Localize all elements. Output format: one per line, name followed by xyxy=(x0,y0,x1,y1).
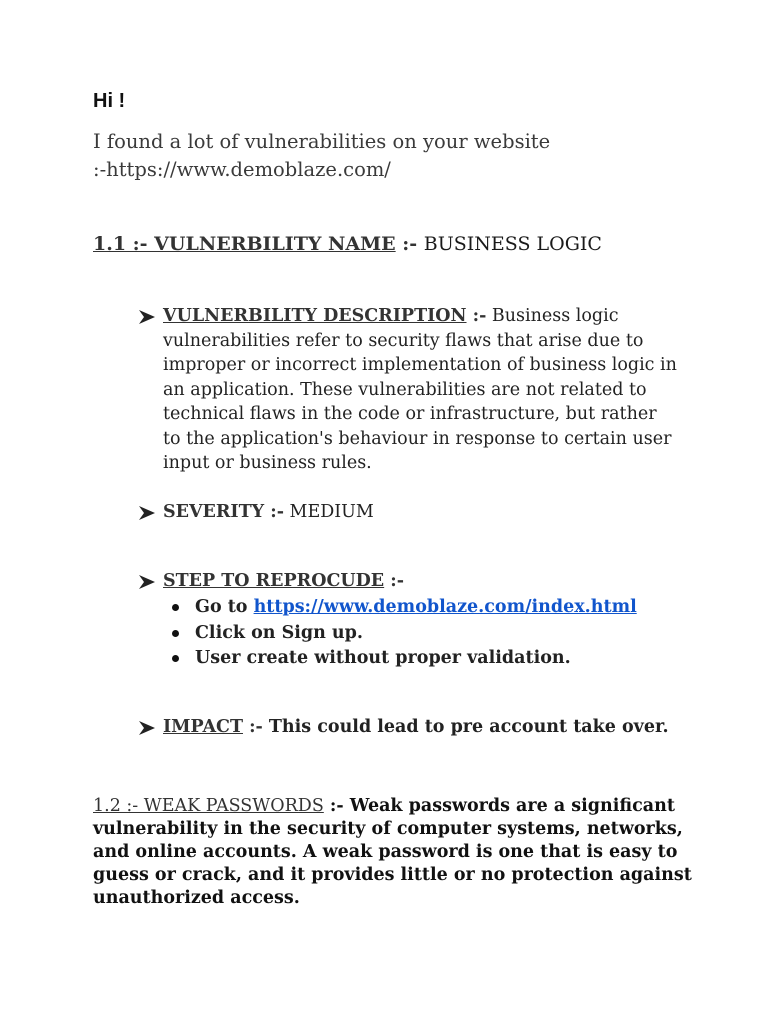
description-label: VULNERBILITY DESCRIPTION xyxy=(163,306,467,326)
steps-list xyxy=(163,595,637,672)
intro-line-1: I found a lot of vulnerabilities on your website xyxy=(93,130,551,153)
section-1-number: 1.1 :- VULNERBILITY NAME xyxy=(93,233,396,255)
description-separator: :- xyxy=(466,306,487,326)
impact-separator: :- xyxy=(242,717,263,737)
severity-value: MEDIUM xyxy=(283,502,374,522)
bullet-dot-icon xyxy=(172,655,179,662)
section-2-text: :- Weak passwords are a significant vulnerability in the security of computer systems, networks, and online accounts. A weak password is one that is easy to guess or crack, and it provides little or no protection against unauthorized access. xyxy=(93,796,692,908)
steps-heading xyxy=(163,569,404,594)
description-text: Business logic vulnerabilities refer to security flaws that arise due to improper or incorrect implementation of business logic in an application. These vulnerabilities are not related to technical flaws in the code or infrastructure, but rather to the application's behaviour in response to certain user input or business rules. xyxy=(163,306,677,473)
arrow-bullet-icon xyxy=(138,574,156,590)
section-2-paragraph xyxy=(93,795,693,910)
steps-separator: :- xyxy=(384,571,404,591)
bullet-dot-icon xyxy=(172,604,179,611)
impact-line xyxy=(163,715,669,740)
section-1-separator: :- xyxy=(395,233,424,255)
demoblaze-index-link[interactable]: https://www.demoblaze.com/index.html xyxy=(253,597,637,617)
intro-line-2: :-https://www.demoblaze.com/ xyxy=(93,158,391,181)
bullet-dot-icon xyxy=(172,630,179,637)
step-2-text: Click on Sign up. xyxy=(195,622,363,643)
intro-text xyxy=(93,128,713,184)
description-paragraph xyxy=(163,304,678,476)
list-item xyxy=(163,621,637,647)
arrow-bullet-icon xyxy=(138,720,156,736)
impact-text: This could lead to pre account take over. xyxy=(262,717,669,737)
step-3-text: User create without proper validation. xyxy=(195,648,571,668)
severity-line xyxy=(163,500,374,525)
greeting: Hi ! xyxy=(93,90,126,112)
steps-label: STEP TO REPROCUDE xyxy=(163,571,385,591)
arrow-bullet-icon xyxy=(138,309,156,325)
list-item xyxy=(163,646,637,672)
section-2-label: 1.2 :- WEAK PASSWORDS xyxy=(93,796,324,816)
section-1-name: BUSINESS LOGIC xyxy=(423,233,602,255)
step-1-prefix: Go to xyxy=(195,597,254,617)
section-1-heading xyxy=(93,233,602,255)
impact-label: IMPACT xyxy=(163,717,243,737)
list-item xyxy=(163,595,637,621)
severity-label: SEVERITY :- xyxy=(163,502,284,522)
arrow-bullet-icon xyxy=(138,505,156,521)
